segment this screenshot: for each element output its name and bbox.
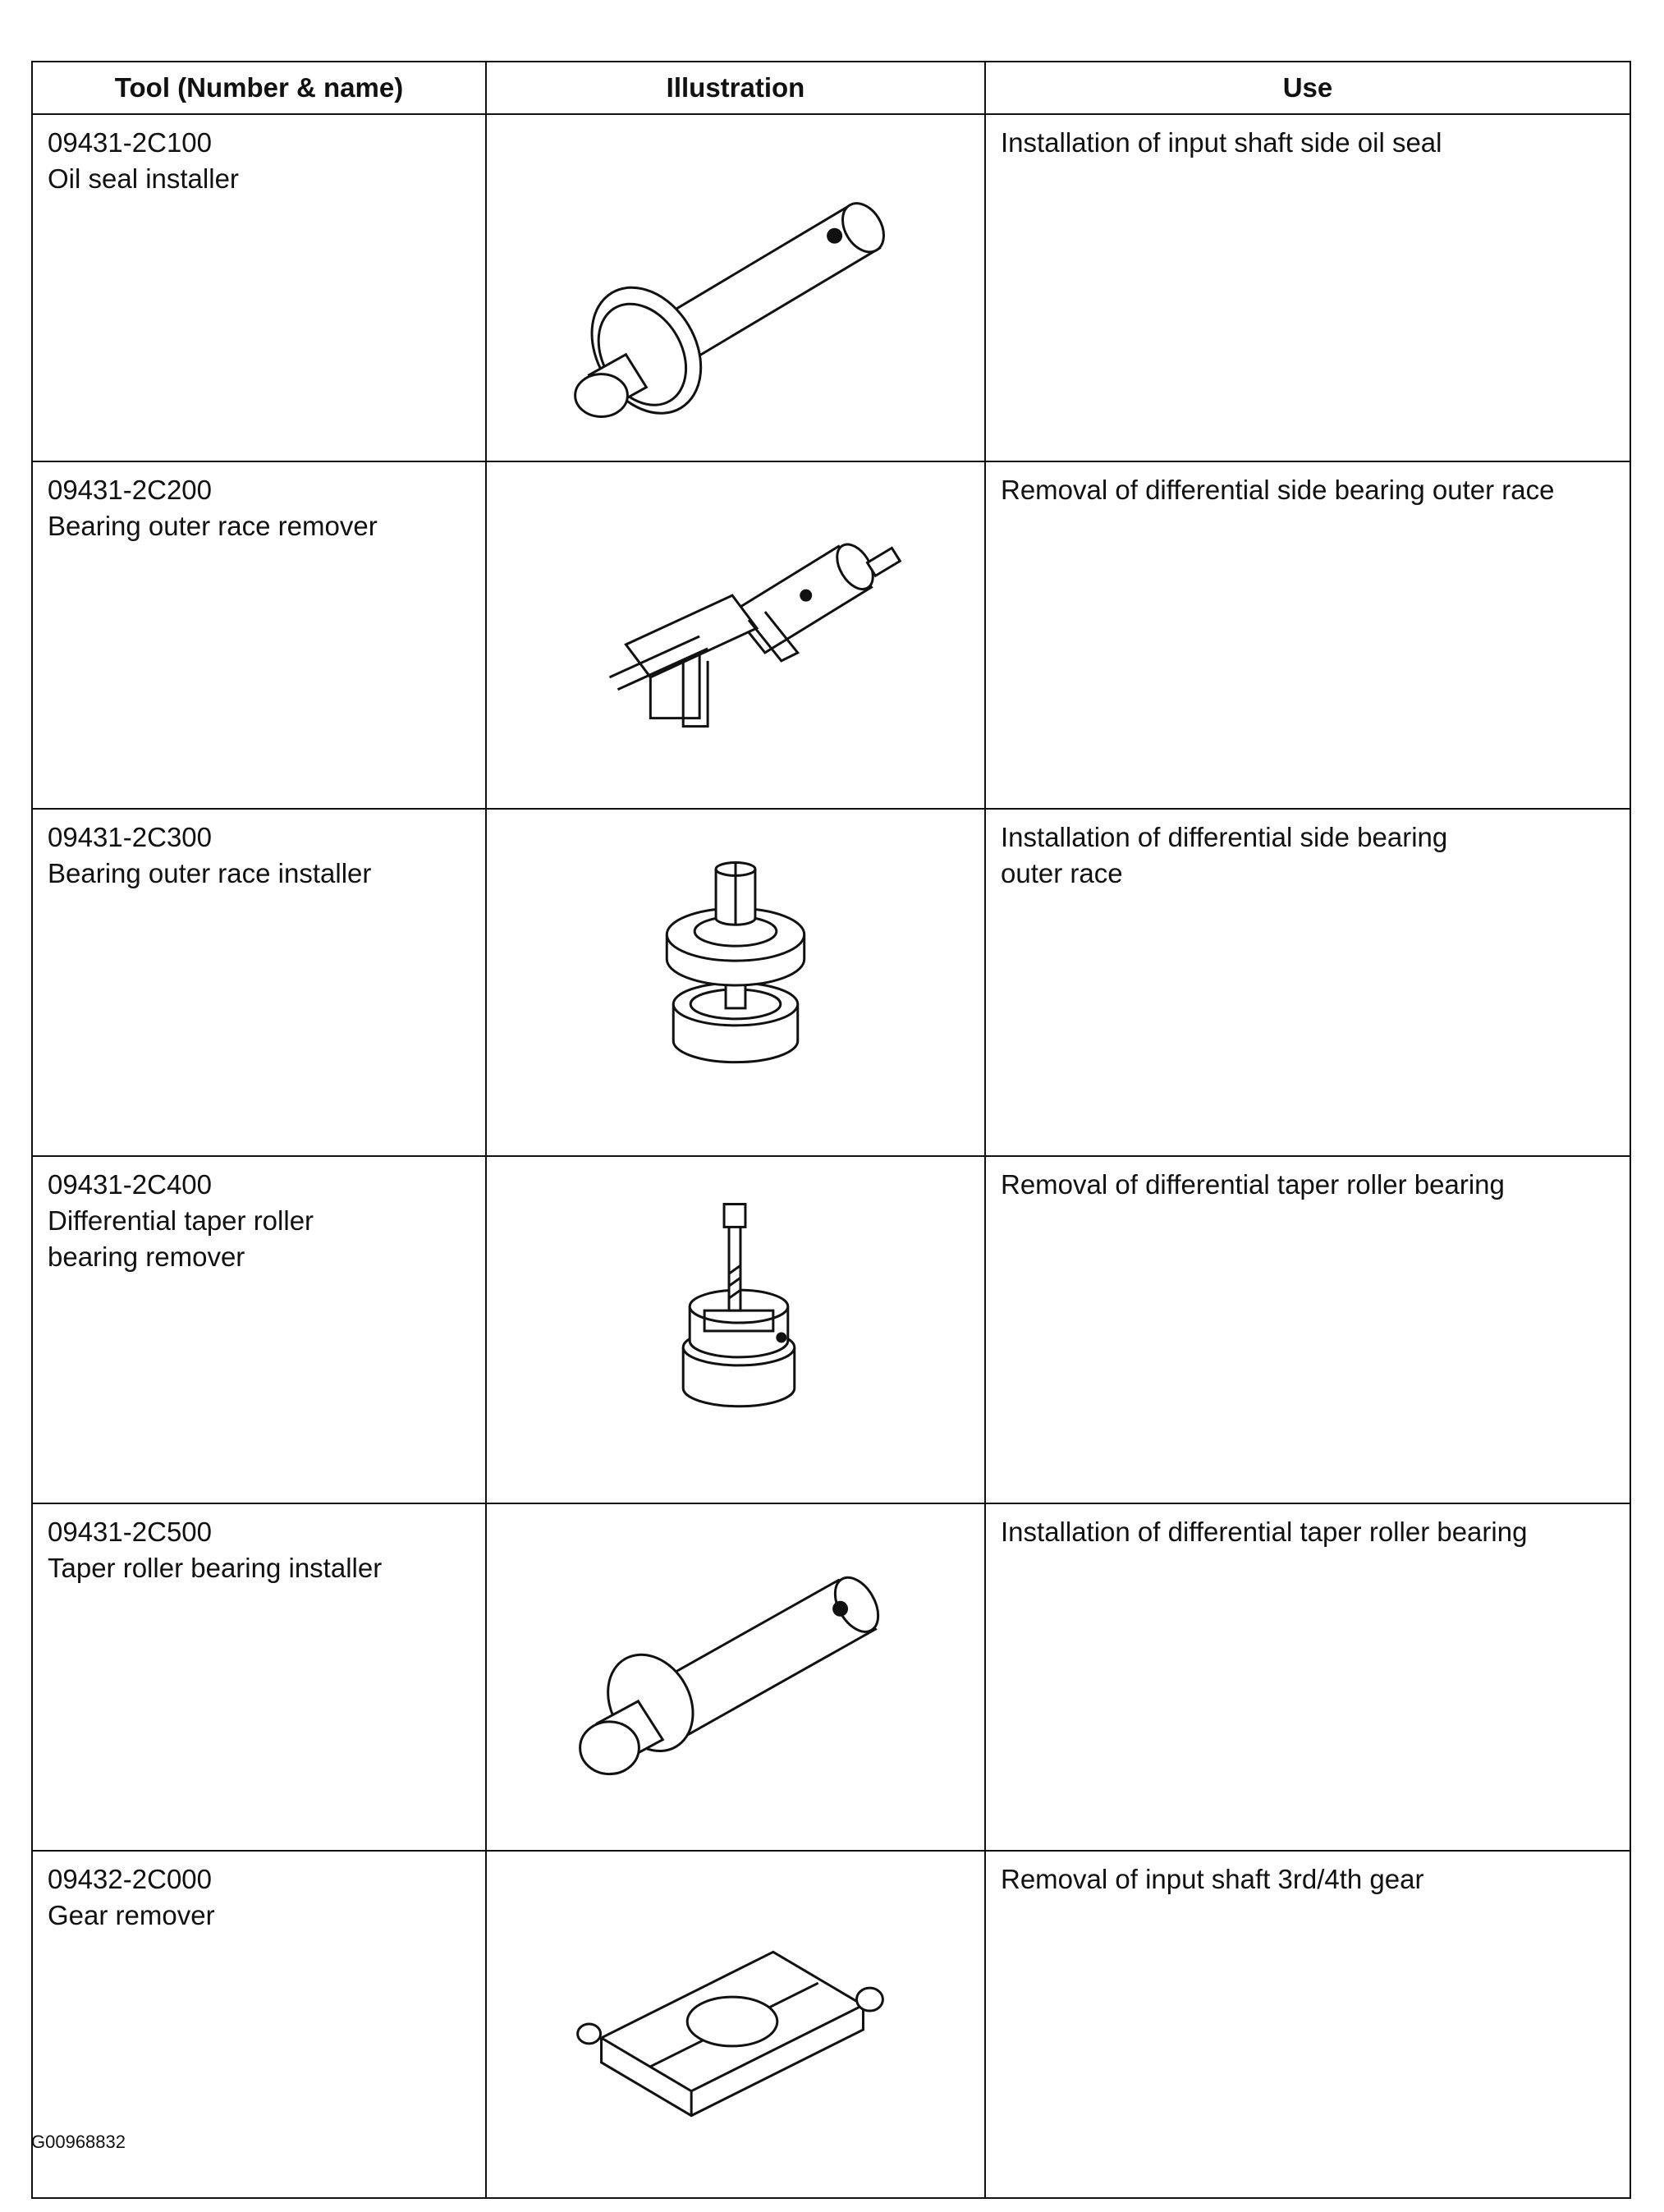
tool-number: 09431-2C100 [48, 127, 212, 158]
table-header-row [32, 62, 1630, 114]
oil-seal-installer-icon [487, 115, 984, 461]
table-row [32, 1503, 1630, 1851]
use-cell [985, 809, 1630, 1156]
header-illustration: Illustration [486, 62, 985, 114]
tool-number: 09431-2C500 [48, 1517, 212, 1547]
use-text: Removal of differential side bearing outer race [1001, 475, 1555, 505]
tool-number: 09431-2C300 [48, 822, 212, 852]
illustration-cell [486, 1156, 985, 1503]
tool-cell [32, 114, 486, 461]
use-cell [985, 1156, 1630, 1503]
tool-number: 09431-2C200 [48, 475, 212, 505]
tool-cell [32, 461, 486, 809]
special-tools-table [31, 61, 1631, 2199]
gear-remover-icon [487, 1852, 984, 2197]
header-use: Use [985, 62, 1630, 114]
tool-cell [32, 809, 486, 1156]
tool-name: bearing remover [48, 1241, 245, 1272]
tool-cell [32, 1503, 486, 1851]
illustration-cell [486, 114, 985, 461]
tool-name: Bearing outer race installer [48, 858, 372, 888]
tool-name: Differential taper roller [48, 1205, 314, 1236]
tool-name: Oil seal installer [48, 163, 239, 194]
outer-race-installer-icon [487, 810, 984, 1155]
tool-cell [32, 1156, 486, 1503]
use-text: Installation of differential side bearing [1001, 822, 1448, 852]
illustration-cell [486, 1503, 985, 1851]
tool-name: Gear remover [48, 1900, 215, 1930]
use-cell [985, 461, 1630, 809]
table-row [32, 1851, 1630, 2198]
tool-name: Taper roller bearing installer [48, 1553, 383, 1583]
taper-bearing-installer-icon [487, 1504, 984, 1850]
illustration-cell [486, 461, 985, 809]
figure-code: G00968832 [31, 2132, 126, 2152]
use-cell [985, 1503, 1630, 1851]
tool-name: Bearing outer race remover [48, 511, 378, 541]
tool-number: 09431-2C400 [48, 1169, 212, 1200]
table-row [32, 809, 1630, 1156]
illustration-cell [486, 809, 985, 1156]
header-tool: Tool (Number & name) [32, 62, 486, 114]
use-text: Removal of differential taper roller bearing [1001, 1169, 1505, 1200]
use-cell [985, 1851, 1630, 2198]
outer-race-remover-icon [487, 462, 984, 808]
taper-bearing-remover-icon [487, 1157, 984, 1503]
table-row [32, 114, 1630, 461]
use-text: Installation of differential taper roller bearing [1001, 1517, 1528, 1547]
tool-number: 09432-2C000 [48, 1864, 212, 1894]
use-text: outer race [1001, 858, 1123, 888]
use-cell [985, 114, 1630, 461]
use-text: Installation of input shaft side oil seal [1001, 127, 1442, 158]
use-text: Removal of input shaft 3rd/4th gear [1001, 1864, 1424, 1894]
illustration-cell [486, 1851, 985, 2198]
table-row [32, 461, 1630, 809]
special-tools-table-container [31, 61, 1630, 2199]
table-row [32, 1156, 1630, 1503]
